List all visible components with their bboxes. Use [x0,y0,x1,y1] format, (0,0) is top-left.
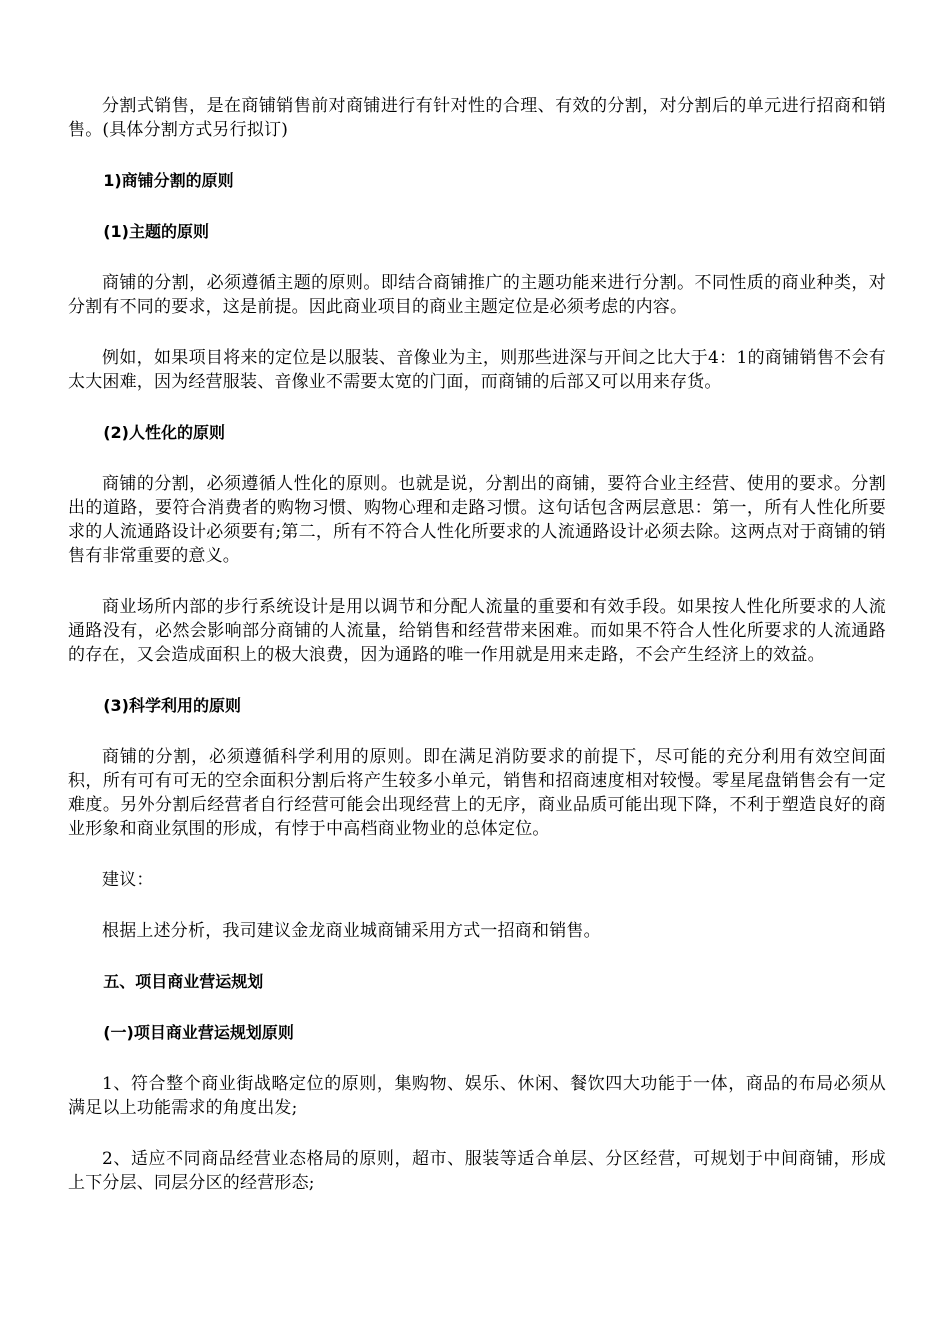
paragraph-theme-example: 例如，如果项目将来的定位是以服装、音像业为主，则那些进深与开间之比大于4：1的商铺销售不会有太大困难，因为经营服装、音像业不需要太宽的门面，而商铺的后部又可以用来存货。 [68,348,886,392]
heading-operation-principles: (一)项目商业营运规划原则 [103,1023,294,1042]
paragraph-principle-one: 1、符合整个商业街战略定位的原则，集购物、娱乐、休闲、餐饮四大功能于一体，商品的布局必须从满足以上功能需求的角度出发; [68,1074,886,1118]
paragraph-principle-two: 2、适应不同商品经营业态格局的原则，超市、服装等适合单层、分区经营，可规划于中间商铺，形成上下分层、同层分区的经营形态; [68,1149,886,1193]
heading-humanized-principle: (2)人性化的原则 [103,423,225,442]
paragraph-suggestion: 根据上述分析，我司建议金龙商业城商铺采用方式一招商和销售。 [102,921,601,941]
paragraph-scientific-principle: 商铺的分割，必须遵循科学利用的原则。即在满足消防要求的前提下，尽可能的充分利用有效空间面积，所有可有可无的空余面积分割后将产生较多小单元，销售和招商速度相对较慢。零星尾盘销售会有一定难度。另外分割后经营者自行经营可能会出现经营上的无序，商业品质可能出现下降，不利于塑造良好的商业形象和商业氛围的形成，有悖于中高档商业物业的总体定位。 [68,747,886,839]
paragraph-theme-principle: 商铺的分割，必须遵循主题的原则。即结合商铺推广的主题功能来进行分割。不同性质的商业种类，对分割有不同的要求，这是前提。因此商业项目的商业主题定位是必须考虑的内容。 [68,273,886,317]
heading-split-principles: 1)商铺分割的原则 [103,171,234,190]
paragraph-split-sale: 分割式销售，是在商铺销售前对商铺进行有针对性的合理、有效的分割，对分割后的单元进行招商和销售。(具体分割方式另行拟订) [68,96,886,140]
document-page [68,94,886,1222]
paragraph-walkway-design: 商业场所内部的步行系统设计是用以调节和分配人流量的重要和有效手段。如果按人性化所要求的人流通路没有，必然会影响部分商铺的人流量，给销售和经营带来困难。而如果不符合人性化所要求的人流通路的存在，又会造成面积上的极大浪费，因为通路的唯一作用就是用来走路，不会产生经济上的效益。 [68,597,886,665]
heading-theme-principle: (1)主题的原则 [103,222,209,241]
paragraph-humanized-principle: 商铺的分割，必须遵循人性化的原则。也就是说，分割出的商铺，要符合业主经营、使用的要求。分割出的道路，要符合消费者的购物习惯、购物心理和走路习惯。这句话包含两层意思：第一，所有人性化所要求的人流通路设计必须要有;第二，所有不符合人性化所要求的人流通路设计必须去除。这两点对于商铺的销售有非常重要的意义。 [68,474,886,566]
heading-section-five: 五、项目商业营运规划 [103,972,264,991]
paragraph-suggestion-label: 建议： [102,870,154,890]
heading-scientific-principle: (3)科学利用的原则 [103,696,241,715]
